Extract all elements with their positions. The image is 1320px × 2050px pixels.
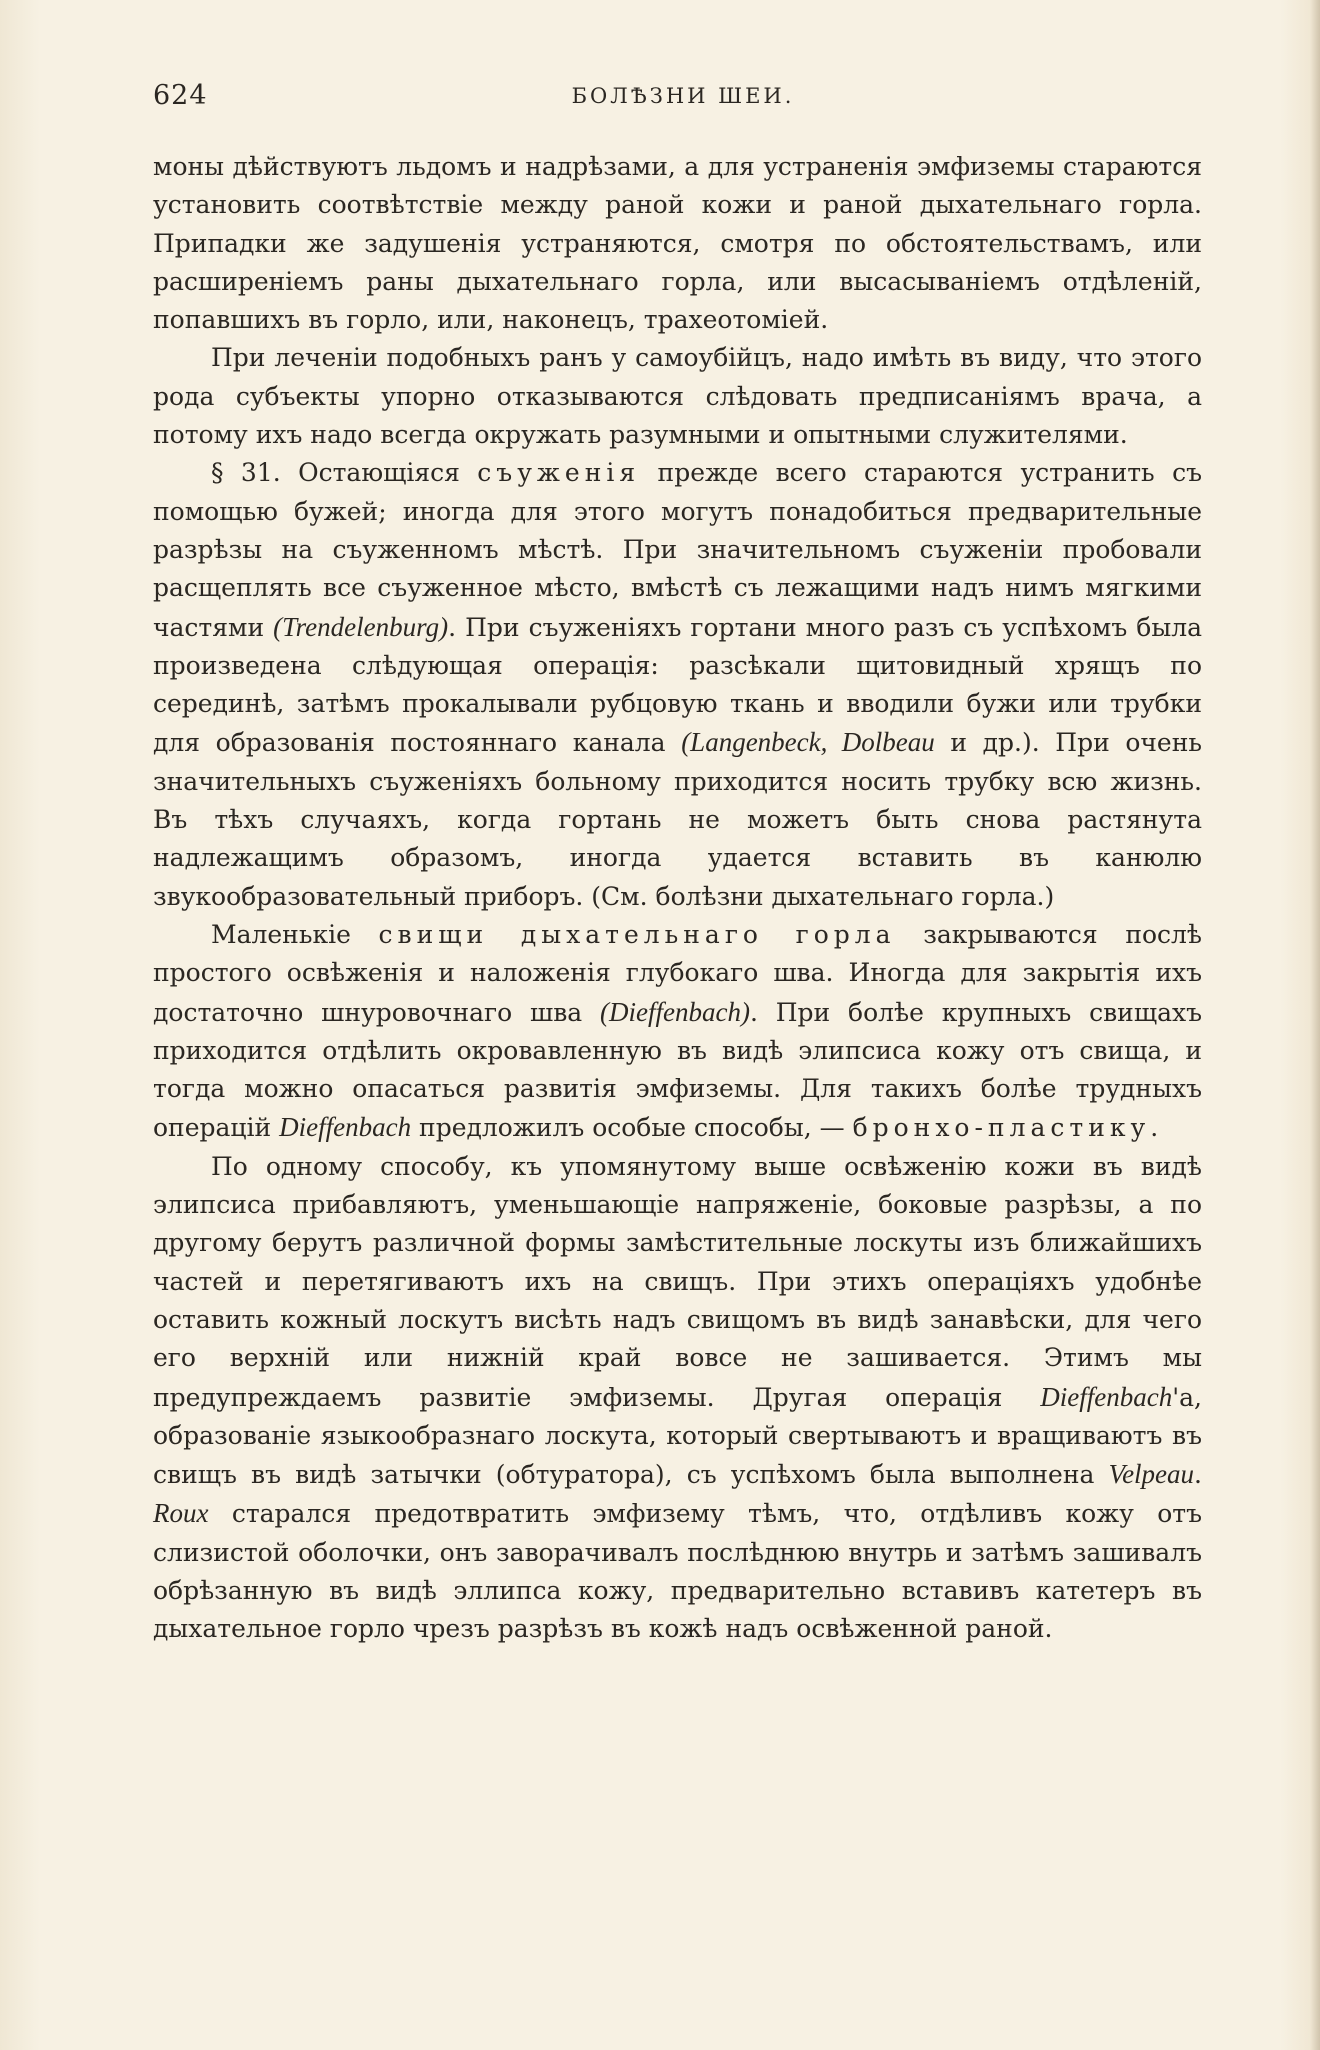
body-text <box>153 148 1202 1649</box>
paragraph <box>153 916 1202 1148</box>
author-name: (Dieffenbach) <box>600 996 750 1027</box>
page-number: 624 <box>153 80 208 111</box>
author-name: Roux <box>153 1498 209 1529</box>
text-run: Маленькіе <box>211 919 379 949</box>
emphasized-term: съуженія <box>477 458 641 488</box>
text-run: . <box>1150 1113 1159 1143</box>
text-run: предложилъ особые способы, — <box>411 1113 853 1143</box>
page-header <box>153 80 1213 120</box>
author-name: Dieffenbach <box>279 1112 412 1143</box>
author-name: Dieffenbach <box>1040 1381 1173 1412</box>
text-run: и др.). При очень значительныхъ съуженіяхъ больному приходится носить трубку всю жизнь. Въ тѣхъ случаяхъ, когда гортань не можетъ быть снова растянута надлежащимъ образомъ, иногда удается вставить въ канюлю звукообразовательный приборъ. (См. болѣзни дыхательнаго горла.) <box>153 728 1203 911</box>
emphasized-term: свищи дыхательнаго горла <box>378 919 896 949</box>
emphasized-term: бронхо-пластику <box>852 1113 1151 1143</box>
text-run: По одному способу, къ упомянутому выше освѣженію кожи въ видѣ элипсиса прибавляютъ, уменьшающіе напряженіе, боковые разрѣзы, а по другому берутъ различной формы замѣстительные лоскуты изъ ближайшихъ частей и перетягиваютъ ихъ на свищъ. При этихъ операціяхъ удобнѣе оставить кожный лоскутъ висѣть надъ свищомъ въ видѣ занавѣски, для чего его верхній или нижній край вовсе не зашивается. Этимъ мы предупреждаемъ развитіе эмфиземы. Другая операція <box>153 1151 1202 1412</box>
text-run: прежде всего стараются устранить съ помощью бужей; иногда для этого могутъ понадобиться предварительные разрѣзы на съуженномъ мѣстѣ. При значительномъ съуженіи пробовали расщеплять все съуженное мѣсто, вмѣстѣ съ лежащими надъ нимъ мягкими частями <box>153 458 1202 642</box>
text-run: При леченіи подобныхъ ранъ у самоубійцъ, надо имѣть въ виду, что этого рода субъекты упорно отказываются слѣдовать предписаніямъ врача, а потому ихъ надо всегда окружать разумными и опытными служителями. <box>153 343 1202 450</box>
author-name: (Langenbeck, Dolbeau <box>681 727 935 758</box>
author-name: (Trendelenburg) <box>273 611 449 642</box>
text-run: § 31. Остающіяся <box>211 458 478 488</box>
author-name: Velpeau <box>1108 1459 1195 1490</box>
paragraph <box>153 148 1202 339</box>
text-run: 'а, образованіе языкообразнаго лоскута, который свертываютъ и вращиваютъ въ свищъ въ видѣ затычки (обтуратора), съ успѣхомъ была выполнена <box>153 1382 1202 1490</box>
paragraph <box>153 1148 1202 1649</box>
paragraph <box>153 339 1202 454</box>
paragraph <box>153 454 1202 916</box>
text-run: . <box>1194 1460 1202 1490</box>
text-run: моны дѣйствуютъ льдомъ и надрѣзами, а для устраненія эмфиземы стараются установить соотвѣтствіе между раной кожи и раной дыхательнаго горла. Припадки же задушенія устраняются, смотря по обстоятельствамъ, или расширеніемъ раны дыхательнаго горла, или высасываніемъ отдѣленій, попавшихъ въ горло, или, наконецъ, трахеотоміей. <box>153 152 1202 335</box>
page-edge-shadow <box>1310 0 1320 2050</box>
text-run: . При болѣе крупныхъ свищахъ приходится отдѣлить окровавленную въ видѣ элипсиса кожу отъ свища, и тогда можно опасаться развитія эмфиземы. Для такихъ болѣе трудныхъ операцій <box>153 997 1202 1143</box>
text-run: закрываются послѣ простого освѣженія и наложенія глубокаго шва. Иногда для закрытія ихъ достаточно шнуровочнаго шва <box>153 919 1202 1027</box>
text-run: старался предотвратить эмфизему тѣмъ, что, отдѣливъ кожу отъ слизистой оболочки, онъ заворачивалъ послѣднюю внутрь и затѣмъ зашивалъ обрѣзанную въ видѣ эллипса кожу, предварительно вставивъ катетеръ въ дыхательное горло чрезъ разрѣзъ въ кожѣ надъ освѣженной раной. <box>153 1499 1202 1644</box>
text-run: . При съуженіяхъ гортани много разъ съ успѣхомъ была произведена слѣдующая операція: разсѣкали щитовидный хрящъ по серединѣ, затѣмъ прокалывали рубцовую ткань и вводили бужи или трубки для образованія постояннаго канала <box>153 612 1202 758</box>
running-title: БОЛѢЗНИ ШЕИ. <box>571 84 795 108</box>
